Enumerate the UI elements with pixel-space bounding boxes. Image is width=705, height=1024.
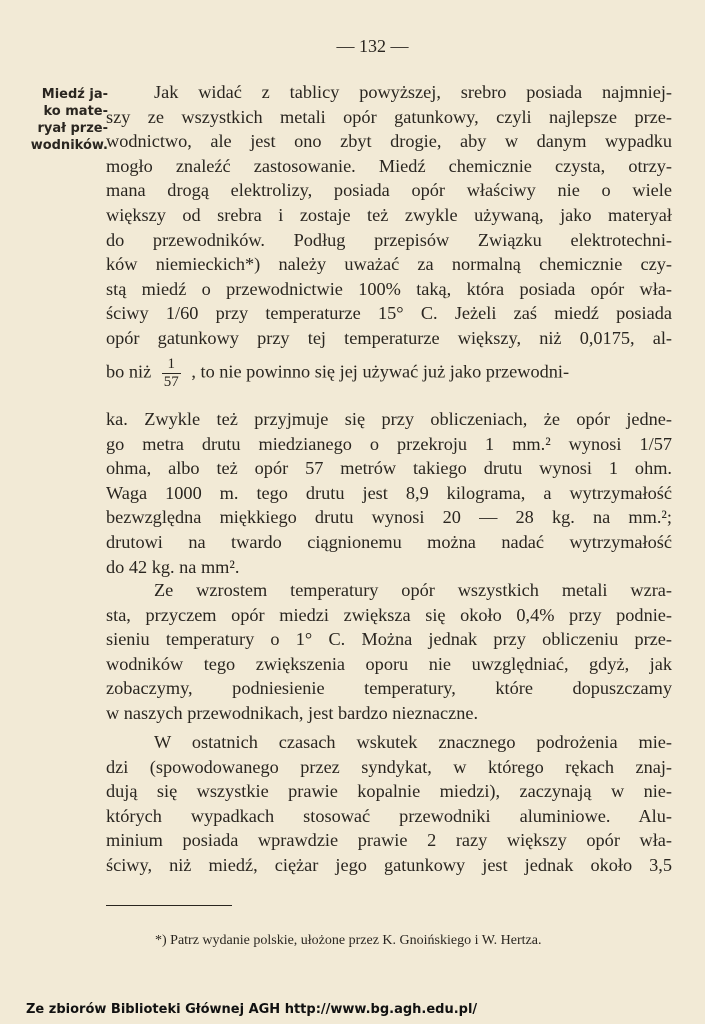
text-line: ków niemieckich*) należy uważać za normalną chemicznie czy- <box>106 254 672 275</box>
page-number: — 132 — <box>336 36 409 56</box>
text-line: szy ze wszystkich metali opór gatunkowy, czyli najlepsze prze- <box>106 106 672 127</box>
text-line: wodników tego zwiększenia oporu nie uwzględniać, gdyż, jak <box>106 653 672 674</box>
paragraph-2 <box>106 407 672 579</box>
fraction-denominator: 57 <box>163 374 179 390</box>
text-line: sta, przyczem opór miedzi zwiększa się około 0,4% przy podnie- <box>106 604 672 625</box>
text-line: do przewodników. Podług przepisów Związku elektrotechni- <box>106 229 672 250</box>
margin-note-line: wodników. <box>30 138 108 153</box>
text-line: których wypadkach stosować przewodniki aluminiowe. Alu- <box>106 805 672 826</box>
text-line: Waga 1000 m. tego drutu jest 8,9 kilograma, a wytrzymałość <box>106 482 672 503</box>
fraction-line-after: , to nie powinno się jej używać już jako przewodni- <box>191 361 570 382</box>
text-line: opór gatunkowy przy tej temperaturze większy, niż 0,0175, al- <box>106 327 672 348</box>
text-line: mogło znaleźć zastosowanie. Miedź chemicznie czysta, otrzy- <box>106 155 672 176</box>
text-line: w naszych przewodnikach, jest bardzo nieznaczne. <box>106 702 479 723</box>
text-line: dzi (spowodowanego przez syndykat, w którego rękach znaj- <box>106 756 672 777</box>
text-line: W ostatnich czasach wskutek znacznego podrożenia mie- <box>154 732 672 752</box>
text-line: go metra drutu miedzianego o przekroju 1 mm.² wynosi 1/57 <box>106 433 672 454</box>
text-line: ohma, albo też opór 57 metrów takiego drutu wynosi 1 ohm. <box>106 458 672 479</box>
text-line: ściwy, niż miedź, ciężar jego gatunkowy jest jednak około 3,5 <box>106 854 672 875</box>
paragraph-3 <box>106 578 672 726</box>
paragraph-1 <box>106 80 672 351</box>
footnote: *) Patrz wydanie polskie, ułożone przez K. Gnoińskiego i W. Hertza. <box>155 933 542 948</box>
text-line: bezwzględna miękkiego drutu wynosi 20 — 28 kg. na mm.²; <box>106 507 672 528</box>
text-line: Ze wzrostem temperatury opór wszystkich metali wzra- <box>154 580 672 600</box>
margin-note <box>30 86 108 154</box>
text-line: do 42 kg. na mm². <box>106 556 240 577</box>
text-line: drutowi na twardo ciągnionemu można nadać wytrzymałość <box>106 531 672 552</box>
fraction <box>162 356 181 391</box>
margin-note-line: ko mate- <box>43 104 108 119</box>
fraction-line-before: bo niż <box>106 361 152 382</box>
text-line: dują się wszystkie prawie kopalnie miedzi), zaczynają w nie- <box>106 781 672 802</box>
text-line: większy od srebra i zostaje też zwykle używaną, jako materyał <box>106 204 672 225</box>
text-line: zobaczymy, podniesienie temperatury, które dopuszczamy <box>106 678 672 699</box>
text-line: wodnictwo, ale jest ono zbyt drogie, aby w danym wypadku <box>106 131 672 152</box>
text-line: Jak widać z tablicy powyższej, srebro posiada najmniej- <box>154 82 672 102</box>
text-line: minium posiada wprawdzie prawie 2 razy większy opór wła- <box>106 830 672 851</box>
fraction-line <box>106 356 672 406</box>
paragraph-4 <box>106 730 672 878</box>
margin-note-line: Miedź ja- <box>41 87 108 102</box>
fraction-numerator: 1 <box>162 356 181 374</box>
text-line: sieniu temperatury o 1° C. Można jednak przy obliczeniu prze- <box>106 629 672 650</box>
text-line: stą miedź o przewodnictwie 100% taką, która posiada opór wła- <box>106 278 672 299</box>
margin-note-line: ryał prze- <box>37 121 108 136</box>
text-line: mana drogą elektrolizy, posiada opór właściwy nie o wiele <box>106 180 672 201</box>
text-line: ka. Zwykle też przyjmuje się przy obliczeniach, że opór jedne- <box>106 409 672 429</box>
text-line: ściwy 1/60 przy temperaturze 15° C. Jeżeli zaś miedź posiada <box>106 303 672 324</box>
library-footer: Ze zbiorów Biblioteki Głównej AGH http://www.bg.agh.edu.pl/ <box>26 1002 478 1017</box>
footnote-divider <box>106 905 232 906</box>
